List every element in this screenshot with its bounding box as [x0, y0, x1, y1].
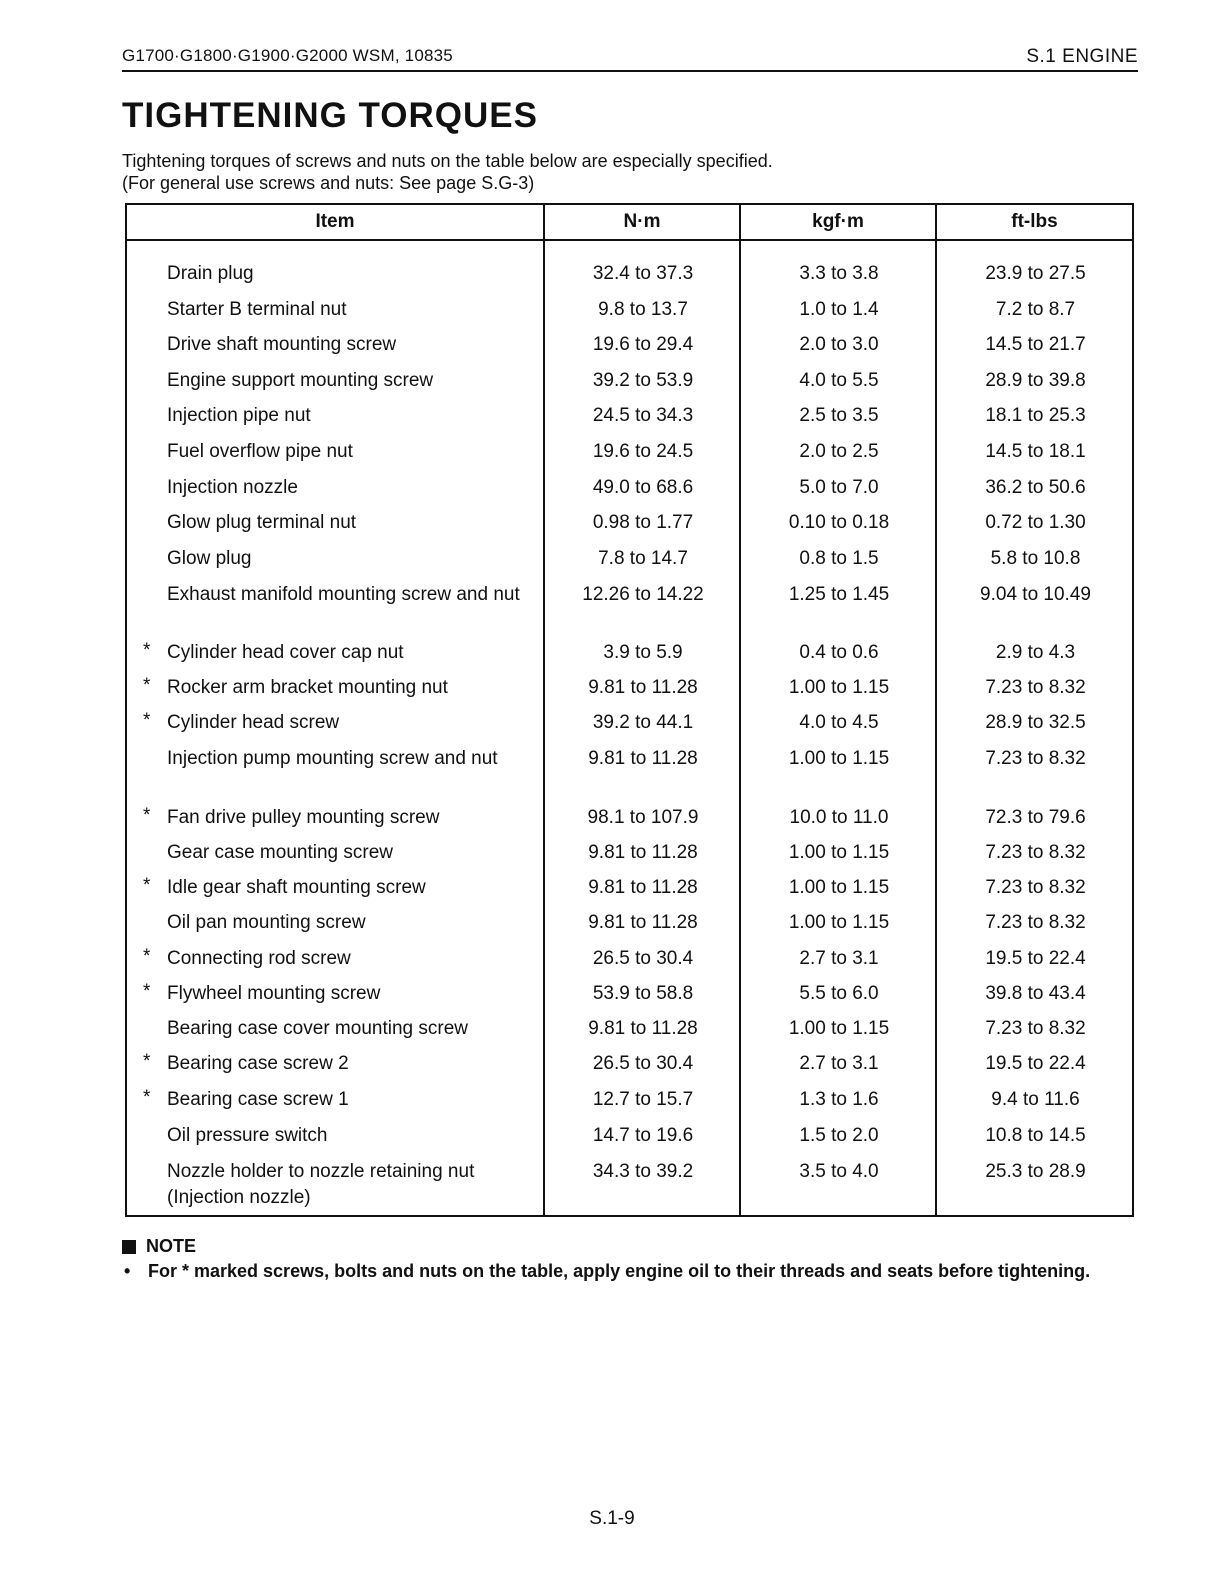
item-name: Glow plug	[167, 548, 252, 569]
column-header-kgfm: kgf·m	[812, 211, 864, 232]
item-name: Flywheel mounting screw	[167, 983, 381, 1004]
torque-nm: 98.1 to 107.9	[587, 807, 699, 828]
torque-table	[125, 203, 1134, 1217]
item-name: Gear case mounting screw	[167, 842, 393, 863]
torque-ftlbs: 25.3 to 28.9	[985, 1161, 1086, 1182]
header-divider	[127, 239, 1132, 241]
column-header-item: Item	[315, 211, 355, 232]
torque-kgfm: 1.00 to 1.15	[788, 842, 890, 863]
torque-ftlbs: 7.23 to 8.32	[985, 748, 1086, 769]
oil-star-marker: *	[143, 981, 151, 1002]
torque-ftlbs: 10.8 to 14.5	[985, 1125, 1086, 1146]
torque-nm: 14.7 to 19.6	[592, 1125, 694, 1146]
torque-nm: 39.2 to 53.9	[592, 370, 694, 391]
torque-kgfm: 5.5 to 6.0	[799, 983, 879, 1004]
item-name: Nozzle holder to nozzle retaining nut (Injection nozzle)	[167, 1161, 475, 1208]
torque-nm: 9.81 to 11.28	[588, 842, 698, 863]
torque-ftlbs: 28.9 to 32.5	[985, 712, 1086, 733]
torque-kgfm: 1.0 to 1.4	[799, 299, 879, 320]
torque-nm: 3.9 to 5.9	[603, 642, 683, 663]
torque-nm: 53.9 to 58.8	[592, 983, 694, 1004]
torque-nm: 9.81 to 11.28	[588, 748, 698, 769]
torque-kgfm: 3.3 to 3.8	[799, 263, 879, 284]
torque-ftlbs: 7.2 to 8.7	[995, 299, 1076, 320]
item-name: Bearing case screw 2	[167, 1053, 349, 1074]
torque-kgfm: 1.00 to 1.15	[788, 748, 890, 769]
intro-text	[122, 150, 773, 194]
torque-kgfm: 5.0 to 7.0	[799, 477, 879, 498]
torque-kgfm: 3.5 to 4.0	[799, 1161, 879, 1182]
item-name: Idle gear shaft mounting screw	[167, 877, 426, 898]
item-name: Drain plug	[167, 263, 254, 284]
torque-ftlbs: 19.5 to 22.4	[985, 1053, 1086, 1074]
torque-nm: 7.8 to 14.7	[598, 548, 688, 569]
item-name: Glow plug terminal nut	[167, 512, 357, 533]
torque-kgfm: 2.0 to 3.0	[799, 334, 879, 355]
torque-ftlbs: 18.1 to 25.3	[985, 405, 1086, 426]
torque-nm: 19.6 to 29.4	[592, 334, 694, 355]
page-number: S.1-9	[589, 1508, 635, 1529]
torque-nm: 26.5 to 30.4	[592, 1053, 694, 1074]
item-name: Fan drive pulley mounting screw	[167, 807, 440, 828]
oil-star-marker: *	[143, 710, 151, 731]
torque-kgfm: 1.5 to 2.0	[799, 1125, 879, 1146]
torque-ftlbs: 14.5 to 18.1	[985, 441, 1086, 462]
manual-code: G1700·G1800·G1900·G2000 WSM, 10835	[122, 46, 453, 65]
torque-ftlbs: 9.4 to 11.6	[991, 1089, 1080, 1110]
torque-nm: 9.8 to 13.7	[598, 299, 688, 320]
item-name: Oil pan mounting screw	[167, 912, 366, 933]
torque-kgfm: 1.00 to 1.15	[788, 877, 890, 898]
torque-nm: 26.5 to 30.4	[592, 948, 694, 969]
item-name: Fuel overflow pipe nut	[167, 441, 353, 462]
torque-ftlbs: 7.23 to 8.32	[985, 1018, 1086, 1039]
torque-kgfm: 10.0 to 11.0	[789, 807, 889, 828]
page-title: TIGHTENING TORQUES	[122, 96, 538, 135]
torque-kgfm: 0.4 to 0.6	[799, 642, 879, 663]
item-name: Cylinder head cover cap nut	[167, 642, 404, 663]
item-name: Exhaust manifold mounting screw and nut	[167, 584, 520, 605]
bullet-icon: •	[124, 1261, 131, 1281]
torque-ftlbs: 19.5 to 22.4	[985, 948, 1086, 969]
torque-nm: 9.81 to 11.28	[588, 677, 698, 698]
torque-ftlbs: 23.9 to 27.5	[985, 263, 1086, 284]
item-name: Injection pipe nut	[167, 405, 311, 426]
item-name: Bearing case cover mounting screw	[167, 1018, 468, 1039]
torque-kgfm: 2.0 to 2.5	[799, 441, 879, 462]
torque-ftlbs: 14.5 to 21.7	[985, 334, 1086, 355]
torque-kgfm: 0.8 to 1.5	[799, 548, 879, 569]
item-name: Oil pressure switch	[167, 1125, 328, 1146]
item-name: Bearing case screw 1	[167, 1089, 349, 1110]
torque-ftlbs: 0.72 to 1.30	[985, 512, 1086, 533]
item-name: Starter B terminal nut	[167, 299, 347, 320]
item-name: Connecting rod screw	[167, 948, 351, 969]
torque-nm: 34.3 to 39.2	[592, 1161, 694, 1182]
oil-star-marker: *	[143, 640, 151, 661]
torque-kgfm: 2.7 to 3.1	[799, 948, 879, 969]
torque-ftlbs: 7.23 to 8.32	[985, 877, 1086, 898]
torque-ftlbs: 2.9 to 4.3	[995, 642, 1076, 663]
item-name: Drive shaft mounting screw	[167, 334, 397, 355]
oil-star-marker: *	[143, 875, 151, 896]
torque-nm: 12.7 to 15.7	[592, 1089, 694, 1110]
section-name: S.1 ENGINE	[1026, 46, 1138, 67]
intro-line: Tightening torques of screws and nuts on the table below are especially specified.	[122, 151, 773, 171]
item-name: Injection pump mounting screw and nut	[167, 748, 498, 769]
note-heading: NOTE	[146, 1236, 197, 1256]
oil-star-marker: *	[143, 805, 151, 826]
torque-ftlbs: 36.2 to 50.6	[985, 477, 1086, 498]
note-text: For * marked screws, bolts and nuts on the table, apply engine oil to their threads and seats before tightening.	[148, 1261, 1091, 1281]
torque-nm: 9.81 to 11.28	[588, 912, 698, 933]
torque-nm: 0.98 to 1.77	[592, 512, 694, 533]
torque-nm: 39.2 to 44.1	[592, 712, 694, 733]
torque-ftlbs: 7.23 to 8.32	[985, 842, 1086, 863]
torque-kgfm: 0.10 to 0.18	[788, 512, 890, 533]
torque-ftlbs: 72.3 to 79.6	[985, 807, 1086, 828]
torque-ftlbs: 7.23 to 8.32	[985, 677, 1086, 698]
running-header	[122, 44, 1138, 72]
torque-ftlbs: 5.8 to 10.8	[990, 548, 1081, 569]
torque-nm: 32.4 to 37.3	[592, 263, 694, 284]
note-block	[122, 1236, 1134, 1282]
oil-star-marker: *	[143, 1087, 151, 1108]
torque-kgfm: 1.00 to 1.15	[788, 912, 890, 933]
item-name: Engine support mounting screw	[167, 370, 434, 391]
item-name: Injection nozzle	[167, 477, 298, 498]
torque-nm: 19.6 to 24.5	[592, 441, 694, 462]
note-square-icon	[122, 1240, 136, 1254]
torque-kgfm: 2.7 to 3.1	[799, 1053, 879, 1074]
intro-line: (For general use screws and nuts: See page S.G-3)	[122, 173, 535, 193]
torque-kgfm: 4.0 to 5.5	[799, 370, 879, 391]
torque-kgfm: 4.0 to 4.5	[799, 712, 879, 733]
torque-nm: 49.0 to 68.6	[592, 477, 694, 498]
oil-star-marker: *	[143, 1051, 151, 1072]
torque-nm: 9.81 to 11.28	[588, 877, 698, 898]
torque-kgfm: 2.5 to 3.5	[799, 405, 879, 426]
item-name: Rocker arm bracket mounting nut	[167, 677, 448, 698]
torque-ftlbs: 7.23 to 8.32	[985, 912, 1086, 933]
torque-nm: 12.26 to 14.22	[582, 584, 704, 605]
torque-kgfm: 1.3 to 1.6	[799, 1089, 879, 1110]
torque-ftlbs: 39.8 to 43.4	[985, 983, 1086, 1004]
column-header-nm: N·m	[623, 211, 661, 232]
torque-kgfm: 1.00 to 1.15	[788, 677, 890, 698]
torque-ftlbs: 9.04 to 10.49	[980, 584, 1091, 605]
item-name: Cylinder head screw	[167, 712, 340, 733]
torque-nm: 9.81 to 11.28	[588, 1018, 698, 1039]
torque-nm: 24.5 to 34.3	[592, 405, 694, 426]
oil-star-marker: *	[143, 675, 151, 696]
column-header-ftlbs: ft-lbs	[1011, 211, 1058, 232]
torque-kgfm: 1.00 to 1.15	[788, 1018, 890, 1039]
oil-star-marker: *	[143, 946, 151, 967]
torque-ftlbs: 28.9 to 39.8	[985, 370, 1086, 391]
torque-kgfm: 1.25 to 1.45	[788, 584, 890, 605]
